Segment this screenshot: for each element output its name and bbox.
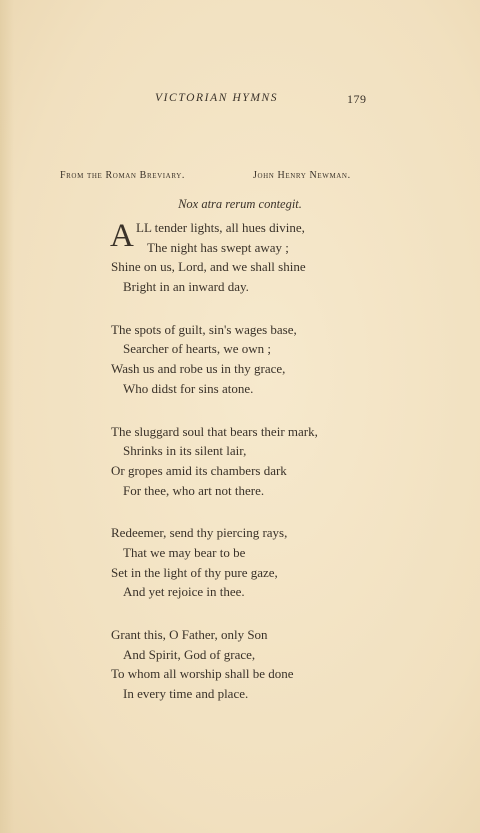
poem-line: Grant this, O Father, only Son [111,627,268,642]
running-title: VICTORIAN HYMNS [155,92,279,104]
latin-title: Nox atra rerum contegit. [178,197,302,211]
stanza [111,320,431,399]
stanza [111,422,431,501]
attribution-line [0,170,480,186]
drop-cap: A [110,218,134,254]
poem-line: And Spirit, God of grace, [123,646,256,662]
poem [111,218,431,727]
poem-line: The sluggard soul that bears their mark, [111,423,318,439]
poem-line: Wash us and robe us in thy grace, [111,361,286,377]
poem-line: Set in the light of thy pure gaze, [111,564,278,580]
stanza [111,218,431,297]
poem-line: Bright in an inward day. [123,279,249,295]
stanza [111,523,431,602]
hymn-source: From the Roman Breviary. [60,170,185,181]
poem-line: Redeemer, send thy piercing rays, [111,525,288,541]
running-head [0,92,480,110]
poem-line: LL tender lights, all hues divine, [136,220,305,235]
poem-line: Or gropes amid its chambers dark [111,462,287,478]
poem-line: Who didst for sins atone. [123,380,254,396]
stanza [111,625,431,704]
poem-line: In every time and place. [123,686,249,702]
opening-lines [111,218,431,257]
poem-line: The night has swept away ; [147,239,289,255]
page-gutter-shadow [0,0,14,833]
poem-line: For thee, who art not there. [123,482,265,498]
poem-line: That we may bear to be [123,544,246,560]
poem-line: Shine on us, Lord, and we shall shine [111,259,306,275]
poem-line: Searcher of hearts, we own ; [123,341,271,357]
poem-line: The spots of guilt, sin's wages base, [111,321,297,337]
poem-line: Shrinks in its silent lair, [123,443,247,459]
poem-line: To whom all worship shall be done [111,666,294,682]
page-number: 179 [347,92,367,106]
poem-line: And yet rejoice in thee. [123,584,245,600]
hymn-author: John Henry Newman. [253,170,351,181]
